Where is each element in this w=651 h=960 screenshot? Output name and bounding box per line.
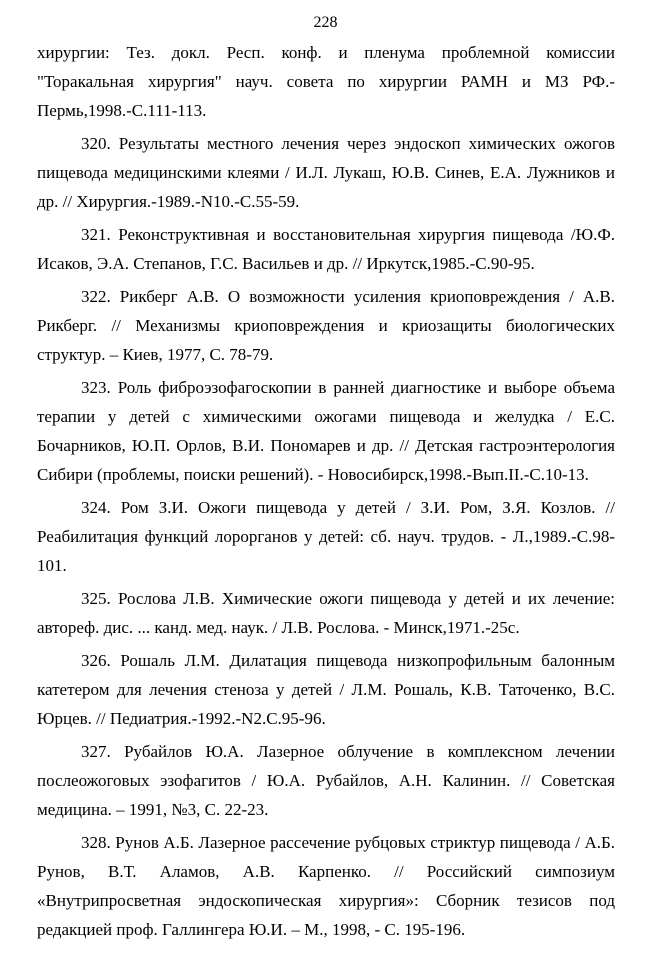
bibliography-entry-continuation: хирургии: Тез. докл. Респ. конф. и пленума проблемной комиссии "Торакальная хирургия" науч. совета по хирургии РАМН и МЗ РФ.- Пермь,1998.-С.111-113. — [37, 43, 615, 120]
bibliography-entry-326: 326. Рошаль Л.М. Дилатация пищевода низкопрофильным балонным катетером для лечения стеноза у детей / Л.М. Рошаль, К.В. Таточенко, В.С. Юрцев. // Педиатрия.-1992.-N2.С.95-96. — [37, 651, 615, 728]
bibliography-entry-323: 323. Роль фиброэзофагоскопии в ранней диагностике и выборе объема терапии у детей с химическими ожогами пищевода и желудка / Е.С. Бочарников, Ю.П. Орлов, В.И. Пономарев и др. // Детская гастроэнтерология Сибири (проблемы, поиски решений). - Новосибирск,1998.-Вып.II.-С.10-13. — [37, 378, 615, 484]
bibliography-entry-320: 320. Результаты местного лечения через эндоскоп химических ожогов пищевода медицинскими клеями / И.Л. Лукаш, Ю.В. Синев, Е.А. Лужников и др. // Хирургия.-1989.-N10.-С.55-59. — [37, 134, 615, 211]
bibliography-entry-324: 324. Ром З.И. Ожоги пищевода у детей / З.И. Ром, З.Я. Козлов. // Реабилитация функций лорорганов у детей: сб. науч. трудов. - Л.,1989.-С.98-101. — [37, 498, 615, 575]
bibliography-entry-325: 325. Рословa Л.В. Химические ожоги пищевода у детей и их лечение: автореф. дис. ... канд. мед. наук. / Л.В. Рословa. - Минск,1971.-25с. — [37, 589, 615, 637]
bibliography-entry-328: 328. Рунов А.Б. Лазерное рассечение рубцовых стриктур пищевода / А.Б. Рунов, В.Т. Аламов, А.В. Карпенко. // Российский симпозиум «Внутрипросветная эндоскопическая хирургия»: Сборник тезисов под редакцией проф. Галлингера Ю.И. – М., 1998, - С. 195-196. — [37, 833, 615, 939]
bibliography-list — [37, 38, 615, 948]
bibliography-entry-327: 327. Рубайлов Ю.А. Лазерное облучение в комплексном лечении послеожоговых эзофагитов / Ю.А. Рубайлов, А.Н. Калинин. // Советская медицина. – 1991, №3, С. 22-23. — [37, 742, 615, 819]
page-number: 228 — [313, 14, 338, 31]
bibliography-entry-322: 322. Рикберг А.В. О возможности усиления криоповреждения / А.В. Рикберг. // Механизмы криоповреждения и криозащиты биологических структур. – Киев, 1977, С. 78-79. — [37, 287, 615, 364]
bibliography-entry-321: 321. Реконструктивная и восстановительная хирургия пищевода /Ю.Ф. Исаков, Э.А. Степанов, Г.С. Васильев и др. // Иркутск,1985.-С.90-95. — [37, 225, 615, 273]
